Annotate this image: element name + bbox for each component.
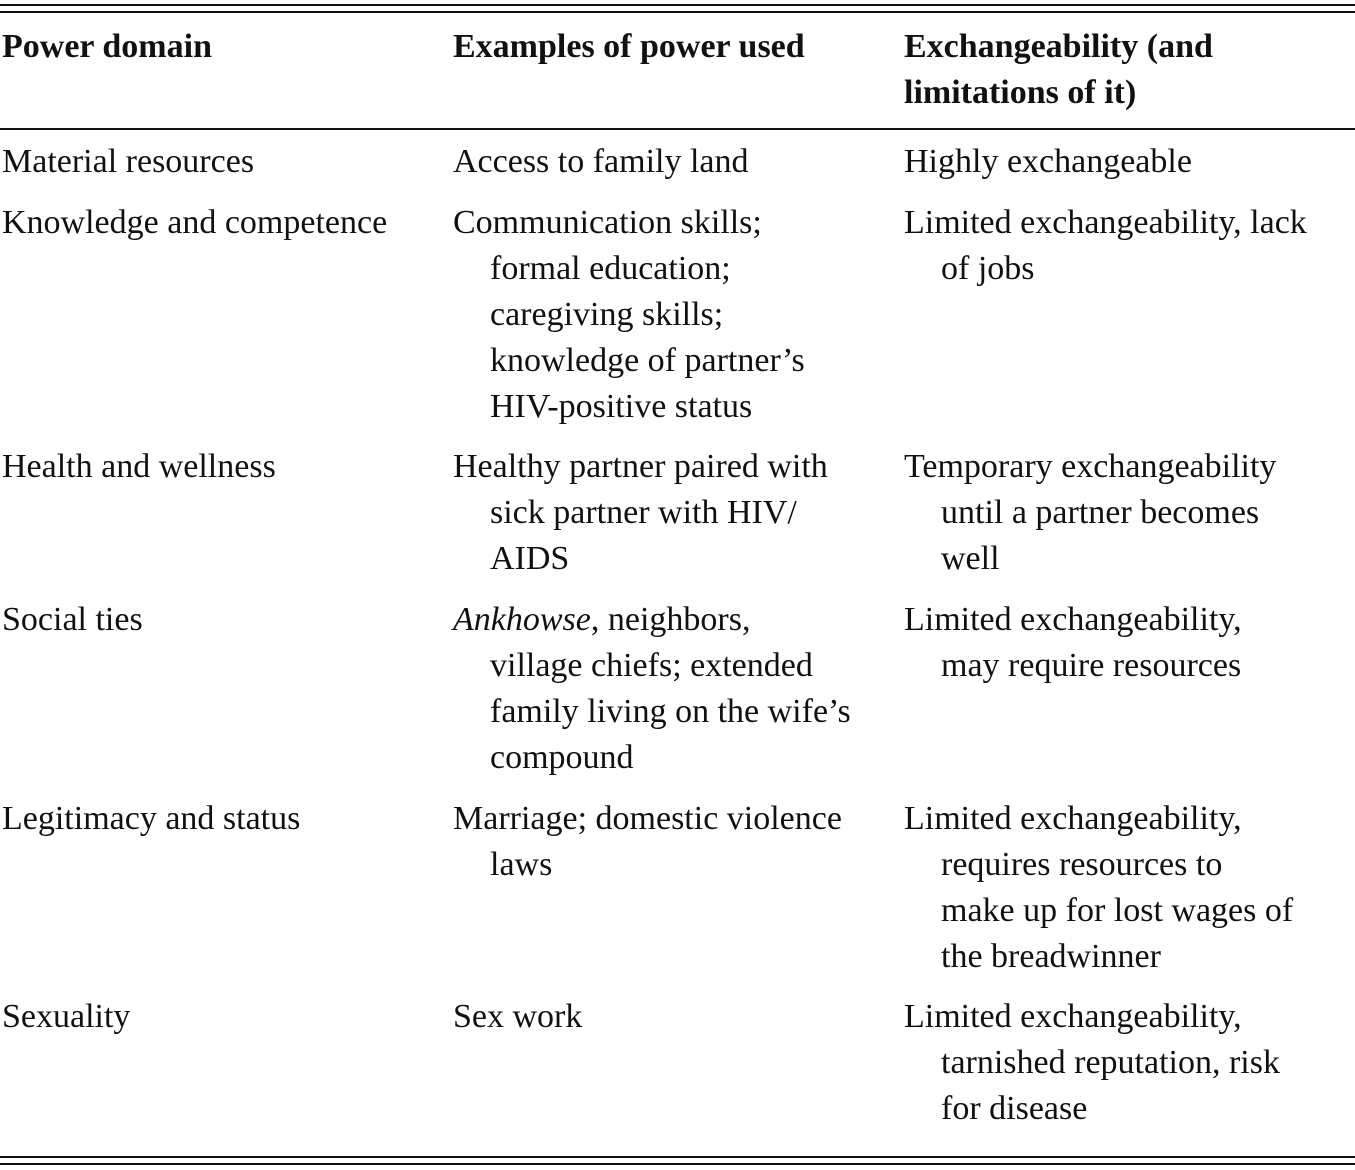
header-exchangeability-line1: Exchangeability (and	[904, 28, 1213, 65]
examples-line: Communication skills;	[453, 204, 762, 241]
examples-line: Sex work	[453, 998, 583, 1035]
examples-line: knowledge of partner’s	[490, 342, 805, 379]
header-exchangeability-line2: limitations of it)	[904, 74, 1137, 111]
exchange-line: tarnished reputation, risk	[941, 1044, 1280, 1081]
examples-italic-term: Ankhowse	[453, 601, 591, 638]
examples-line: laws	[490, 846, 553, 883]
exchange-line: make up for lost wages of	[941, 892, 1294, 929]
exchange-line: until a partner becomes	[941, 494, 1260, 531]
examples-line: formal education;	[490, 250, 731, 287]
header-rule	[0, 128, 1355, 130]
row-exchange-sexuality	[904, 994, 1280, 1132]
exchange-line: the breadwinner	[941, 938, 1161, 975]
top-rule-outer	[0, 4, 1355, 6]
exchange-line: Highly exchangeable	[904, 143, 1192, 180]
row-exchange-material	[904, 139, 1192, 185]
exchange-line: Limited exchangeability,	[904, 601, 1242, 638]
examples-line: family living on the wife’s	[490, 693, 851, 730]
exchange-line: Limited exchangeability,	[904, 800, 1242, 837]
exchange-line: Temporary exchangeability	[904, 448, 1277, 485]
row-domain-health: Health and wellness	[2, 448, 276, 485]
exchange-line: well	[941, 540, 1000, 577]
row-examples-knowledge	[453, 200, 805, 430]
exchange-line: Limited exchangeability,	[904, 998, 1242, 1035]
examples-line: AIDS	[490, 540, 570, 577]
examples-line: village chiefs; extended	[490, 647, 813, 684]
row-exchange-knowledge	[904, 200, 1307, 292]
row-domain-material: Material resources	[2, 143, 255, 180]
row-domain-knowledge: Knowledge and competence	[2, 204, 388, 241]
row-domain-sexuality: Sexuality	[2, 998, 131, 1035]
exchange-line: requires resources to	[941, 846, 1223, 883]
row-examples-material	[453, 139, 749, 185]
examples-line: caregiving skills;	[490, 296, 724, 333]
header-examples: Examples of power used	[453, 28, 805, 65]
examples-line-rest: , neighbors,	[590, 601, 751, 638]
header-exchangeability	[904, 24, 1213, 116]
row-examples-legitimacy	[453, 796, 842, 888]
exchange-line: of jobs	[941, 250, 1035, 287]
row-exchange-health	[904, 444, 1276, 582]
exchange-line: Limited exchangeability, lack	[904, 204, 1307, 241]
exchange-line: for disease	[941, 1090, 1088, 1127]
row-exchange-legitimacy	[904, 796, 1293, 980]
examples-line: sick partner with HIV/	[490, 494, 797, 531]
examples-line: Access to family land	[453, 143, 749, 180]
row-exchange-social	[904, 597, 1242, 689]
examples-line: Healthy partner paired with	[453, 448, 828, 485]
examples-line: compound	[490, 739, 634, 776]
examples-line: HIV-positive status	[490, 388, 753, 425]
row-examples-sexuality	[453, 994, 582, 1040]
examples-line: Marriage; domestic violence	[453, 800, 842, 837]
row-examples-health	[453, 444, 828, 582]
row-domain-legitimacy: Legitimacy and status	[2, 800, 301, 837]
examples-line-first	[453, 597, 851, 643]
bottom-rule-inner	[0, 1156, 1355, 1158]
bottom-rule-outer	[0, 1163, 1355, 1165]
row-domain-social: Social ties	[2, 601, 143, 638]
header-power-domain: Power domain	[2, 28, 212, 65]
top-rule-inner	[0, 11, 1355, 13]
row-examples-social	[453, 597, 851, 781]
exchange-line: may require resources	[941, 647, 1242, 684]
